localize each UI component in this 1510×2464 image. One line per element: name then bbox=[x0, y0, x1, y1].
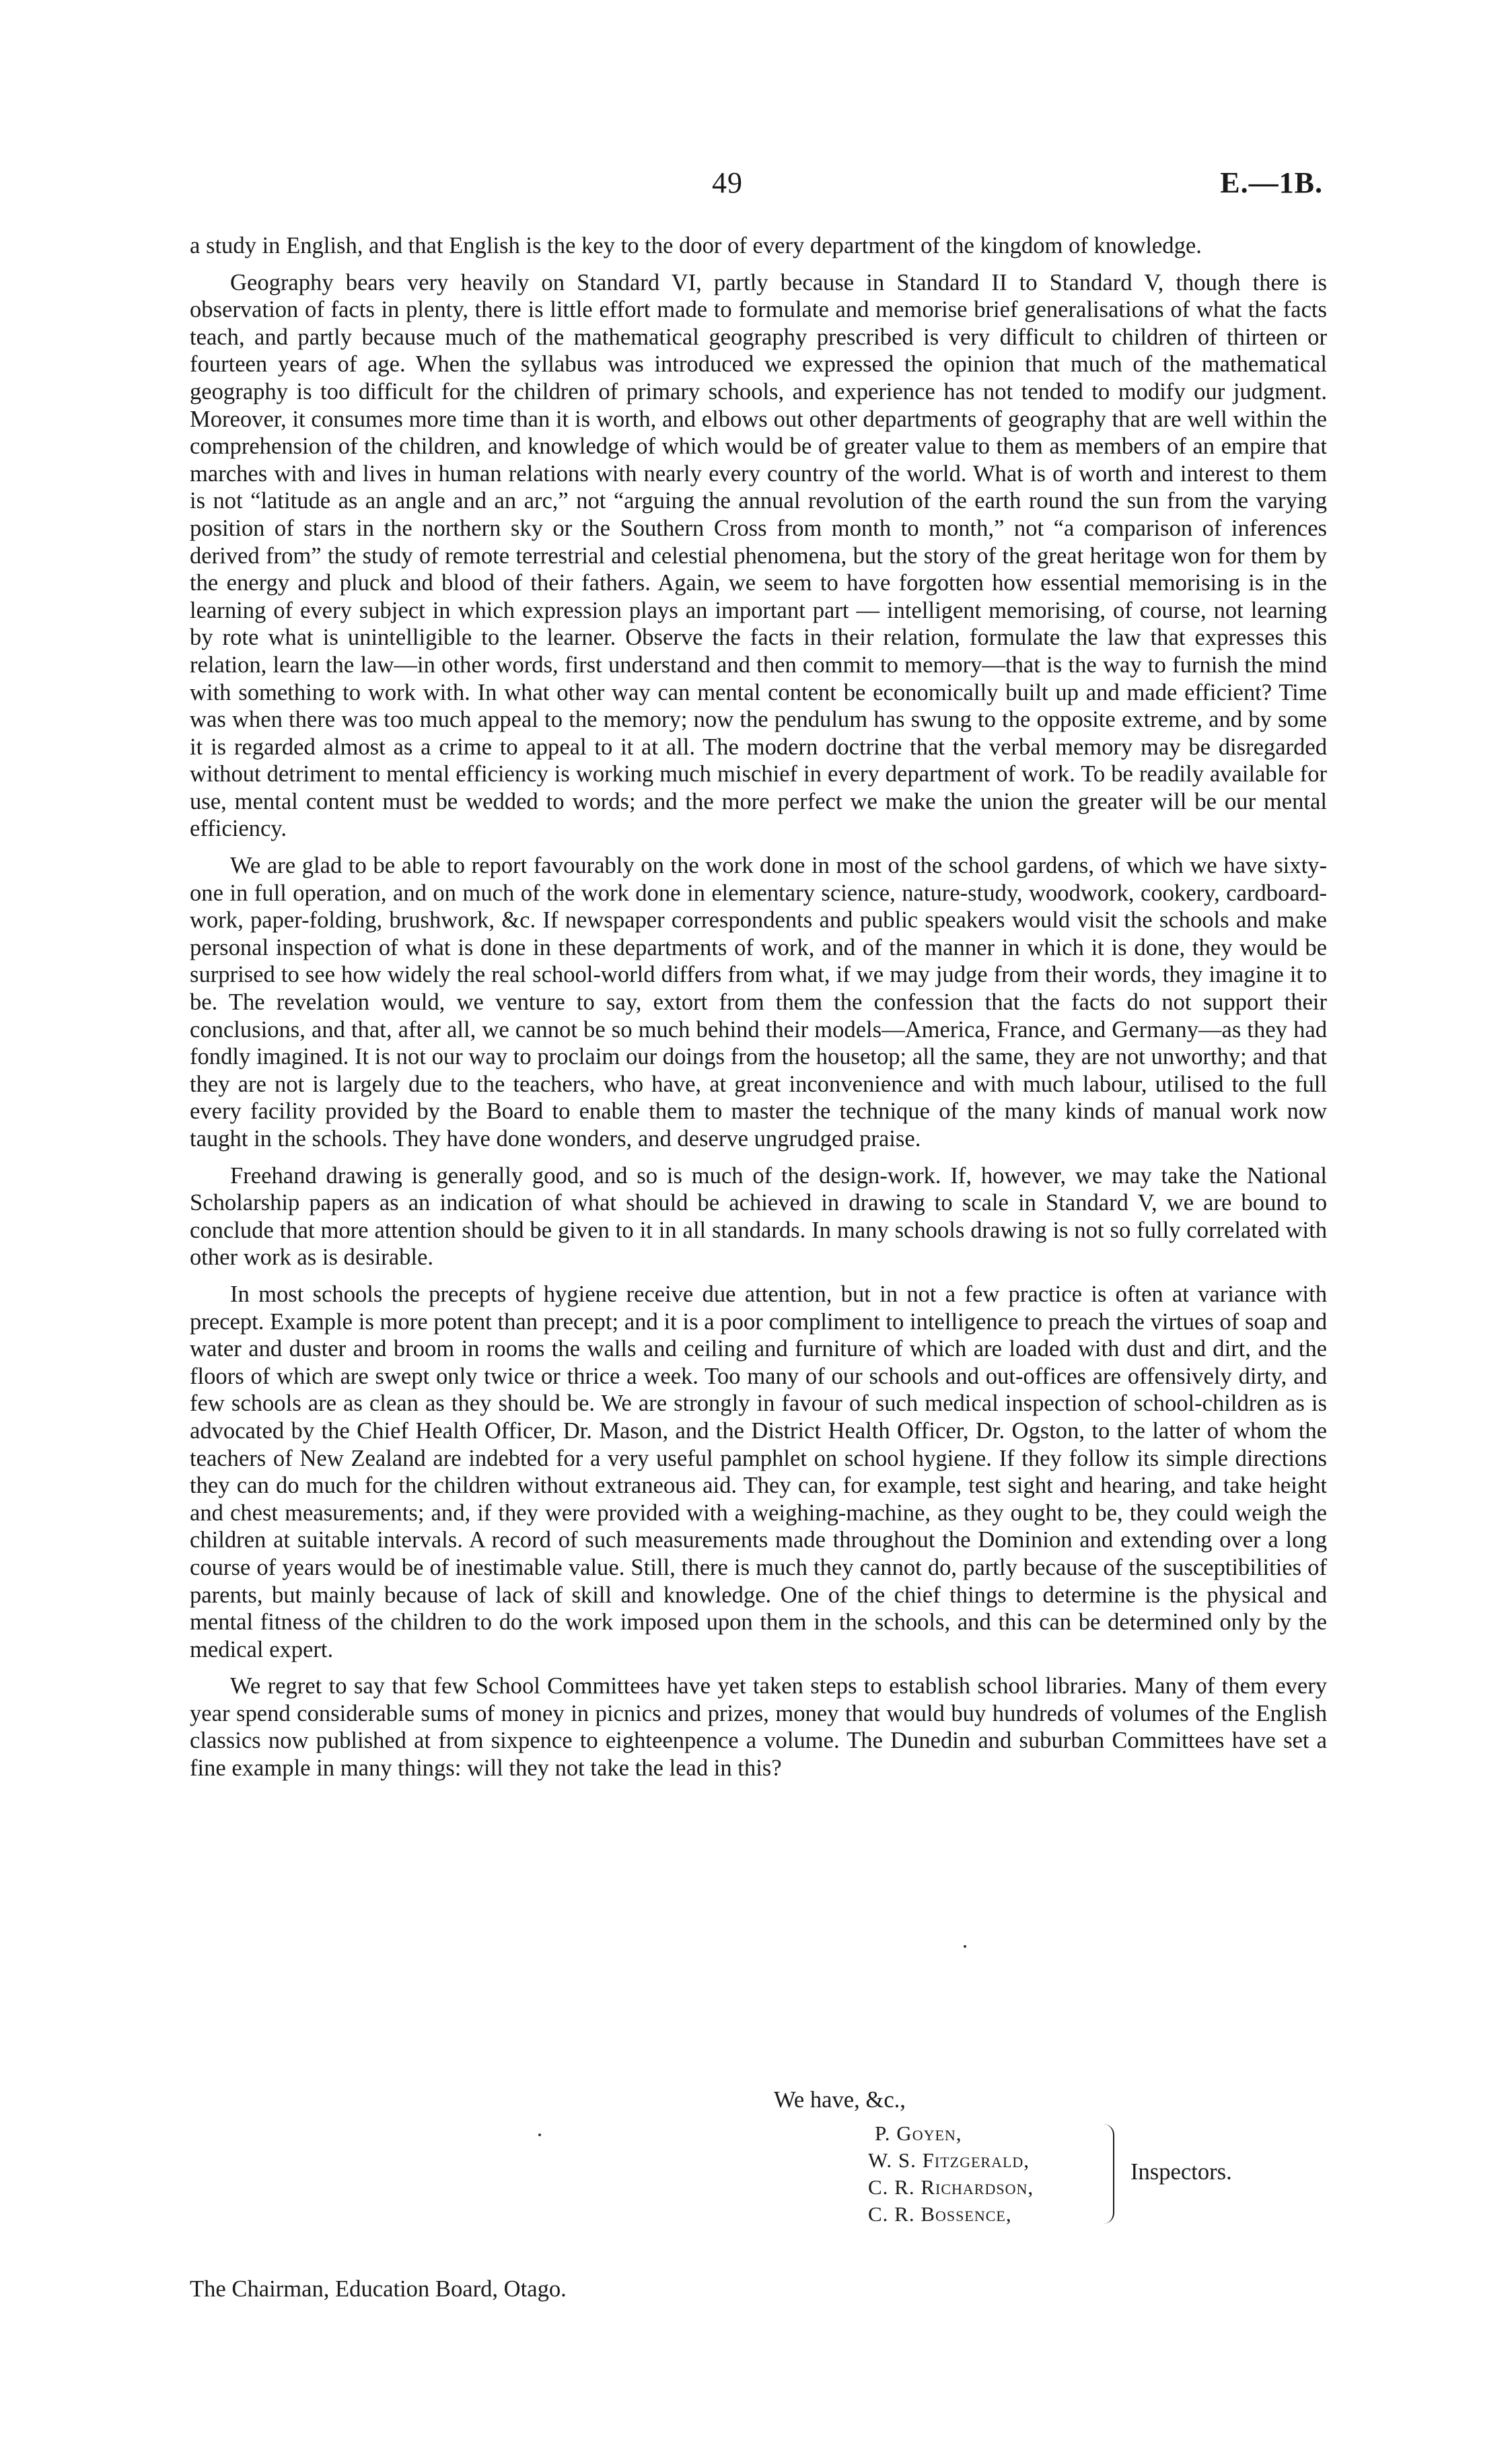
signatory: C. R. Richardson, bbox=[868, 2175, 1034, 2199]
signatory-role: Inspectors. bbox=[1130, 2159, 1232, 2185]
signatory-brace bbox=[1104, 2124, 1114, 2224]
scan-speck bbox=[538, 2134, 541, 2136]
addressee: The Chairman, Education Board, Otago. bbox=[190, 2276, 567, 2302]
paragraph: We are glad to be able to report favourably on the work done in most of the school gardens, of which we have sixty-one in full operation, and on much of the work done in elementary science, nature-study, woodwork, cookery, cardboard-work, paper-folding, brushwork, &c. If newspaper correspondents and public speakers would visit the schools and make personal inspection of what is done in these departments of work, and of the manner in which it is done, they would be surprised to see how widely the real school-world differs from what, if we may judge from their words, they imagine it to be. The revelation would, we venture to say, extort from them the confession that the facts do not support their conclusions, and that, after all, we cannot be so much behind their models—America, France, and Germany—as they had fondly imagined. It is not our way to proclaim our doings from the housetop; all the same, they are not unworthy; and that they are not is largely due to the teachers, who have, at great inconvenience and with much labour, utilised to the full every facility provided by the Board to enable them to master the technique of the many kinds of manual work now taught in the schools. They have done wonders, and deserve ungrudged praise. bbox=[190, 853, 1327, 1152]
paragraph: a study in English, and that English is the key to the door of every department of the kingdom of knowledge. bbox=[190, 233, 1202, 258]
paragraph: Geography bears very heavily on Standard VI, partly because in Standard II to Standard V, though there is observation of facts in plenty, there is little effort made to formulate and memorise brief generalisations of what the facts teach, and partly because much of the mathematical geography prescribed is very difficult to children of thirteen or fourteen years of age. When the syllabus was introduced we expressed the opinion that much of the mathematical geography is too difficult for the children of primary schools, and experience has not tended to modify our judgment. Moreover, it consumes more time than it is worth, and elbows out other departments of geography that are well within the comprehension of the children, and knowledge of which would be of greater value to them as members of an empire that marches with and lives in human relations with nearly every country of the world. What is of worth and interest to them is not “latitude as an angle and an arc,” not “arguing the annual revolution of the earth round the sun from the varying position of stars in the northern sky or the Southern Cross from month to month,” not “a comparison of inferences derived from” the study of remote terrestrial and celestial phenomena, but the story of the great heritage won for them by the energy and pluck and blood of their fathers. Again, we seem to have forgotten how essential memorising is in the learning of every subject in which expression plays an important part — intelligent memorising, of course, not learning by rote what is unintelligible to the learner. Observe the facts in their relation, formulate the law that expresses this relation, learn the law—in other words, first understand and then commit to memory—that is the way to furnish the mind with something to work with. In what other way can mental content be economically built up and made efficient? Time was when there was too much appeal to the memory; now the pendulum has swung to the opposite extreme, and by some it is regarded almost as a crime to appeal to it at all. The modern doctrine that the verbal memory may be disregarded without detriment to mental efficiency is working much mischief in every department of work. To be readily available for use, mental content must be wedded to words; and the more perfect we make the union the greater will be our mental efficiency. bbox=[190, 269, 1327, 842]
paragraph: In most schools the precepts of hygiene receive due attention, but in not a few practice is often at variance with precept. Example is more potent than precept; and it is a poor compliment to intelligence to preach the virtues of soap and water and duster and broom in rooms the walls and ceiling and furniture of which are loaded with dust and dirt, and the floors of which are swept only twice or thrice a week. Too many of our schools and out-offices are offensively dirty, and few schools are as clean as they should be. We are strongly in favour of such medical inspection of school-children as is advocated by the Chief Health Officer, Dr. Mason, and the District Health Officer, Dr. Ogston, to the latter of whom the teachers of New Zealand are indebted for a very useful pamphlet on school hygiene. If they follow its simple directions they can do much for the children without extraneous aid. They can, for example, test sight and hearing, and take height and chest measurements; and, if they were provided with a weighing-machine, as they ought to be, they could weigh the children at suitable intervals. A record of such measurements made throughout the Dominion and extending over a long course of years would be of inestimable value. Still, there is much they cannot do, partly because of the susceptibilities of parents, but mainly because of lack of skill and knowledge. One of the chief things to determine is the physical and mental fitness of the children to do the work imposed upon them in the schools, and this can be determined only by the medical expert. bbox=[190, 1281, 1327, 1662]
closing-salutation: We have, &c., bbox=[774, 2087, 906, 2113]
signatory-list bbox=[868, 2120, 1034, 2228]
paragraph: Freehand drawing is generally good, and so is much of the design-work. If, however, we may take the National Scholarship papers as an indication of what should be achieved in drawing to scale in Standard V, we are bound to conclude that more attention should be given to it in all standards. In many schools drawing is not so fully correlated with other work as is desirable. bbox=[190, 1162, 1327, 1271]
signatory: W. S. Fitzgerald, bbox=[868, 2148, 1030, 2172]
document-reference: E.—1B. bbox=[1220, 166, 1323, 199]
body-text bbox=[190, 232, 1327, 1792]
page-number: 49 bbox=[712, 166, 743, 199]
scan-speck bbox=[964, 1945, 966, 1948]
signatory: C. R. Bossence, bbox=[868, 2202, 1012, 2226]
paragraph: We regret to say that few School Committees have yet taken steps to establish school libraries. Many of them every year spend considerable sums of money in picnics and prizes, money that would buy hundreds of volumes of the English classics now published at from sixpence to eighteenpence a volume. The Dunedin and suburban Committees have set a fine example in many things: will they not take the lead in this? bbox=[190, 1673, 1327, 1782]
signatory: P. Goyen, bbox=[875, 2121, 962, 2145]
